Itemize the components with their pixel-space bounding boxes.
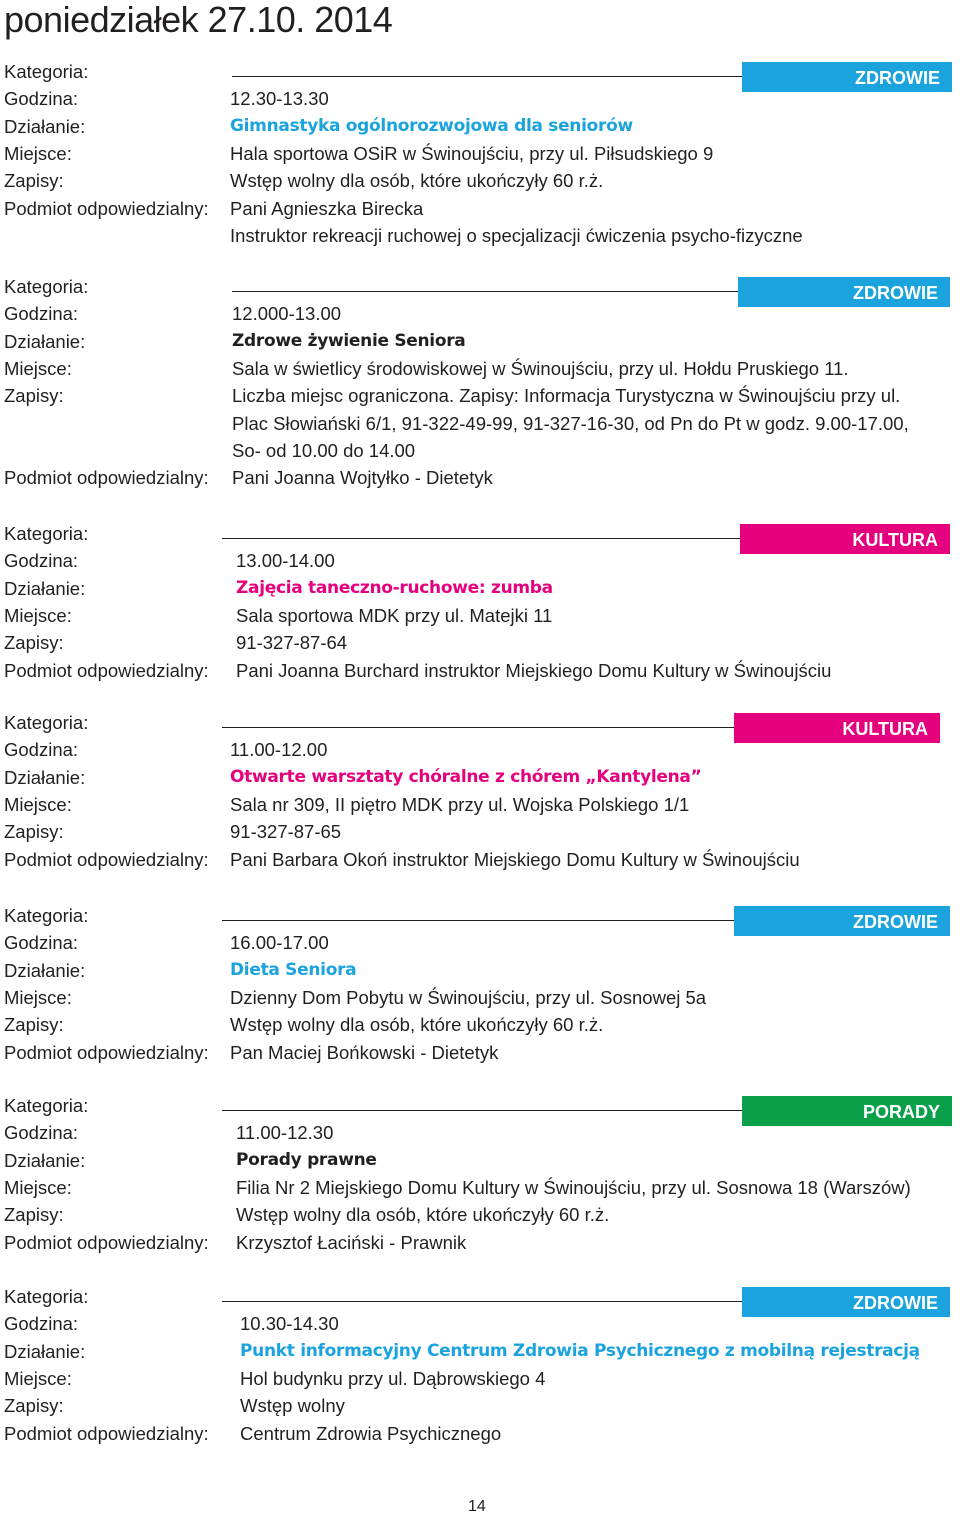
zapisy-label: Zapisy:: [4, 1204, 64, 1226]
miejsce-label: Miejsce:: [4, 986, 72, 1008]
dzialanie-row-value: Punkt informacyjny Centrum Zdrowia Psychicznego z mobilną rejestracją: [240, 1340, 920, 1361]
godzina-row-value: 11.00-12.00: [230, 739, 328, 761]
page-number: 14: [468, 1498, 486, 1515]
zapisy-row-value: Wstęp wolny dla osób, które ukończyły 60 r.ż.: [230, 170, 604, 192]
category-rule: [222, 727, 734, 728]
godzina-label: Godzina:: [4, 303, 79, 325]
dzialanie-row-value: Dieta Seniora: [230, 959, 357, 980]
category-badge: KULTURA: [734, 713, 940, 743]
godzina-row-value: 12.000-13.00: [232, 303, 342, 325]
category-rule: [222, 1301, 742, 1302]
godzina-label: Godzina:: [4, 550, 79, 572]
category-badge: ZDROWIE: [738, 277, 950, 307]
podmiot-label: Podmiot odpowiedzialny:: [4, 197, 209, 219]
godzina-label: Godzina:: [4, 739, 79, 761]
category-badge: ZDROWIE: [742, 62, 952, 92]
zapisy-row-value: So- od 10.00 do 14.00: [232, 439, 416, 461]
zapisy-label: Zapisy:: [4, 632, 64, 654]
godzina-label: Godzina:: [4, 88, 79, 110]
podmiot-label: Podmiot odpowiedzialny:: [4, 1231, 209, 1253]
zapisy-row-value: Wstęp wolny dla osób, które ukończyły 60 r.ż.: [236, 1204, 610, 1226]
godzina-row-value: 16.00-17.00: [230, 932, 329, 954]
category-badge: KULTURA: [740, 524, 950, 554]
page-title: poniedziałek 27.10. 2014: [4, 0, 393, 40]
category-badge: ZDROWIE: [742, 1287, 950, 1317]
godzina-row-value: 11.00-12.30: [236, 1122, 334, 1144]
category-rule: [222, 920, 734, 921]
category-rule: [222, 1110, 742, 1111]
kategoria-label: Kategoria:: [4, 712, 89, 733]
podmiot-label: Podmiot odpowiedzialny:: [4, 467, 209, 489]
miejsce-label: Miejsce:: [4, 1367, 72, 1389]
dzialanie-row-value: Otwarte warsztaty chóralne z chórem „Kantylena”: [230, 766, 702, 787]
kategoria-label: Kategoria:: [4, 276, 89, 297]
category-rule: [232, 76, 742, 77]
podmiot-row-value: Pani Barbara Okoń instruktor Miejskiego Domu Kultury w Świnoujściu: [230, 848, 800, 870]
category-rule: [222, 538, 740, 539]
dzialanie-row-value: Zdrowe żywienie Seniora: [232, 330, 466, 351]
podmiot-row-value: Pani Joanna Burchard instruktor Miejskiego Domu Kultury w Świnoujściu: [236, 659, 832, 681]
dzialanie-row-value: Gimnastyka ogólnorozwojowa dla seniorów: [230, 115, 633, 136]
miejsce-row-value: Hol budynku przy ul. Dąbrowskiego 4: [240, 1367, 546, 1389]
category-badge: ZDROWIE: [734, 906, 950, 936]
dzialanie-row-value: Zajęcia taneczno-ruchowe: zumba: [236, 577, 553, 598]
kategoria-label: Kategoria:: [4, 1286, 89, 1307]
category-rule: [232, 291, 738, 292]
dzialanie-label: Działanie:: [4, 330, 86, 352]
dzialanie-label: Działanie:: [4, 959, 86, 981]
podmiot-row-value: Pani Agnieszka Birecka: [230, 197, 424, 219]
podmiot-row-value: Centrum Zdrowia Psychicznego: [240, 1422, 502, 1444]
miejsce-row-value: Sala sportowa MDK przy ul. Matejki 11: [236, 604, 553, 626]
zapisy-label: Zapisy:: [4, 170, 64, 192]
zapisy-row-value: 91-327-87-64: [236, 632, 348, 654]
podmiot-label: Podmiot odpowiedzialny:: [4, 1422, 209, 1444]
dzialanie-label: Działanie:: [4, 1340, 86, 1362]
zapisy-row-value: Liczba miejsc ograniczona. Zapisy: Informacja Turystyczna w Świnoujściu przy ul.: [232, 385, 901, 407]
kategoria-label: Kategoria:: [4, 61, 89, 82]
dzialanie-row-value: Porady prawne: [236, 1149, 377, 1170]
category-badge: PORADY: [742, 1096, 952, 1126]
zapisy-row-value: Plac Słowiański 6/1, 91-322-49-99, 91-327-16-30, od Pn do Pt w godz. 9.00-17.00,: [232, 412, 909, 434]
kategoria-label: Kategoria:: [4, 523, 89, 544]
miejsce-row-value: Sala nr 309, II piętro MDK przy ul. Wojska Polskiego 1/1: [230, 793, 690, 815]
podmiot-label: Podmiot odpowiedzialny:: [4, 1041, 209, 1063]
dzialanie-label: Działanie:: [4, 115, 86, 137]
godzina-label: Godzina:: [4, 932, 79, 954]
godzina-label: Godzina:: [4, 1122, 79, 1144]
kategoria-label: Kategoria:: [4, 1095, 89, 1116]
zapisy-row-value: 91-327-87-65: [230, 821, 342, 843]
zapisy-row-value: Wstęp wolny: [240, 1395, 345, 1417]
miejsce-label: Miejsce:: [4, 357, 72, 379]
dzialanie-label: Działanie:: [4, 766, 86, 788]
miejsce-label: Miejsce:: [4, 793, 72, 815]
zapisy-label: Zapisy:: [4, 821, 64, 843]
miejsce-row-value: Hala sportowa OSiR w Świnoujściu, przy ul. Piłsudskiego 9: [230, 142, 714, 164]
miejsce-label: Miejsce:: [4, 1176, 72, 1198]
zapisy-label: Zapisy:: [4, 1014, 64, 1036]
zapisy-row-value: Wstęp wolny dla osób, które ukończyły 60 r.ż.: [230, 1014, 604, 1036]
dzialanie-label: Działanie:: [4, 1149, 86, 1171]
podmiot-row-value: Pani Joanna Wojtyłko - Dietetyk: [232, 467, 493, 489]
godzina-label: Godzina:: [4, 1313, 79, 1335]
kategoria-label: Kategoria:: [4, 905, 89, 926]
miejsce-label: Miejsce:: [4, 142, 72, 164]
podmiot-row-value: Pan Maciej Bońkowski - Dietetyk: [230, 1041, 499, 1063]
miejsce-row-value: Sala w świetlicy środowiskowej w Świnoujściu, przy ul. Hołdu Pruskiego 11.: [232, 357, 849, 379]
miejsce-row-value: Dzienny Dom Pobytu w Świnoujściu, przy ul. Sosnowej 5a: [230, 986, 707, 1008]
podmiot-row-value: Instruktor rekreacji ruchowej o specjalizacji ćwiczenia psycho-fizyczne: [230, 224, 803, 246]
podmiot-label: Podmiot odpowiedzialny:: [4, 659, 209, 681]
miejsce-row-value: Filia Nr 2 Miejskiego Domu Kultury w Świnoujściu, przy ul. Sosnowa 18 (Warszów): [236, 1176, 911, 1198]
zapisy-label: Zapisy:: [4, 385, 64, 407]
godzina-row-value: 12.30-13.30: [230, 88, 329, 110]
zapisy-label: Zapisy:: [4, 1395, 64, 1417]
godzina-row-value: 10.30-14.30: [240, 1313, 339, 1335]
miejsce-label: Miejsce:: [4, 604, 72, 626]
dzialanie-label: Działanie:: [4, 577, 86, 599]
podmiot-row-value: Krzysztof Łaciński - Prawnik: [236, 1231, 467, 1253]
podmiot-label: Podmiot odpowiedzialny:: [4, 848, 209, 870]
godzina-row-value: 13.00-14.00: [236, 550, 335, 572]
